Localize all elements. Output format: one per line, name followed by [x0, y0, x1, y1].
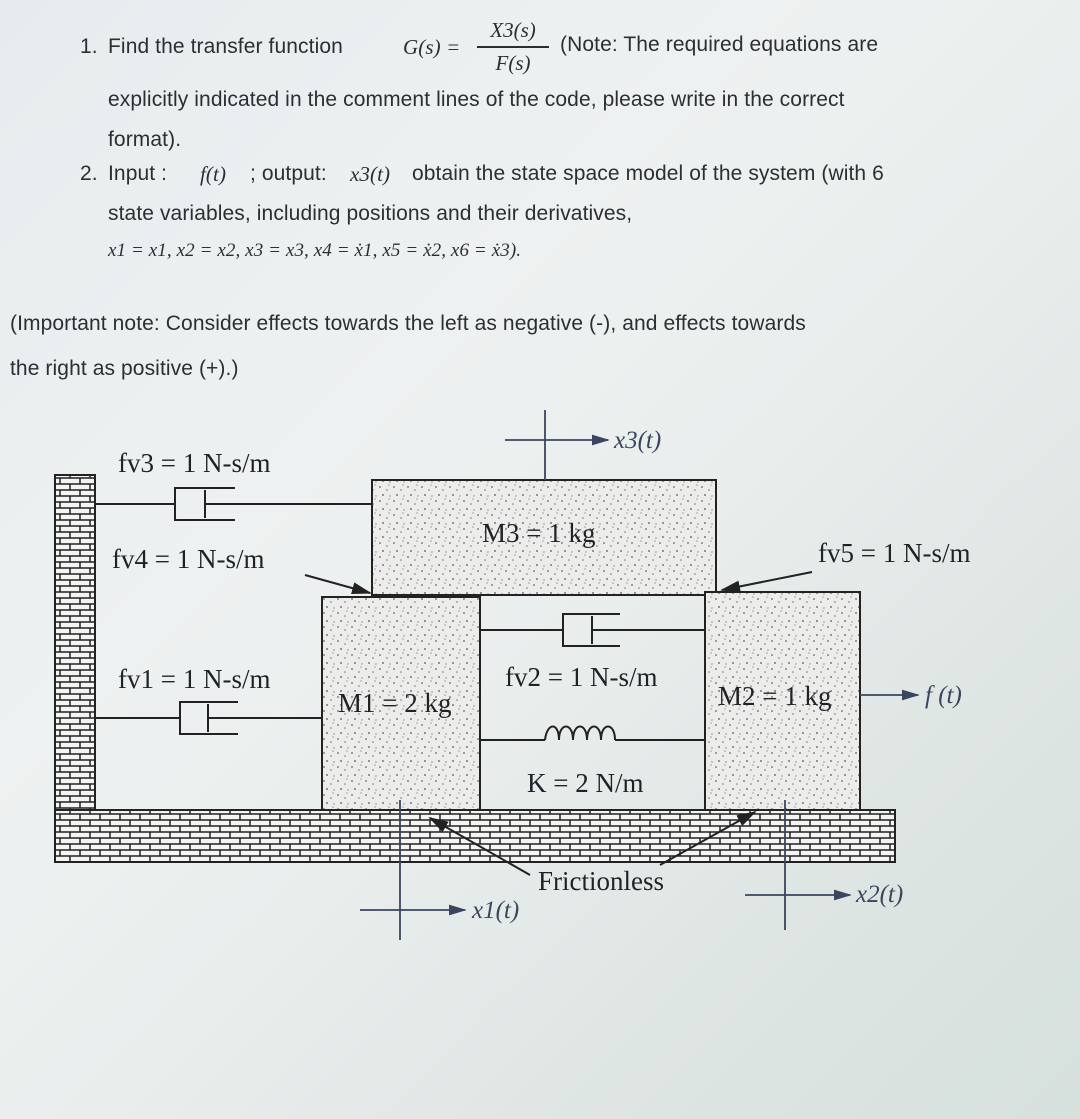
fv5-label: fv5 = 1 N-s/m — [818, 538, 971, 568]
fv1-label: fv1 = 1 N-s/m — [118, 664, 271, 694]
damper-fv2 — [480, 614, 705, 646]
q2-state-vars: x1 = x1, x2 = x2, x3 = x3, x4 = ẋ1, x5 = ẋ2, x6 = ẋ3). — [108, 240, 522, 261]
q2-text: obtain the state space model of the system (with 6 — [412, 162, 884, 185]
damper-fv1 — [95, 702, 322, 734]
m3-label: M3 = 1 kg — [482, 518, 596, 548]
q2-number: 2. — [80, 162, 98, 185]
damper-fv3 — [95, 488, 372, 520]
q1-text: Find the transfer function — [108, 35, 343, 58]
left-wall — [55, 475, 95, 855]
fraction-denominator: F(s) — [495, 50, 531, 75]
mechanical-system-diagram — [0, 400, 1080, 1000]
x3-reference — [505, 410, 608, 480]
q1-line2: explicitly indicated in the comment lines of the code, please write in the correct — [108, 88, 845, 111]
fv3-label: fv3 = 1 N-s/m — [118, 448, 271, 478]
fraction-numerator: X3(s) — [490, 18, 536, 42]
q2-input-symbol: f(t) — [200, 162, 227, 186]
fv4-label: fv4 = 1 N-s/m — [112, 544, 265, 574]
k-label: K = 2 N/m — [527, 768, 644, 798]
floor — [55, 810, 895, 862]
frictionless-label: Frictionless — [538, 866, 664, 896]
q1-line3: format). — [108, 128, 182, 151]
m2-label: M2 = 1 kg — [718, 681, 832, 711]
q2-output-symbol: x3(t) — [350, 162, 391, 186]
q1-note: (Note: The required equations are — [560, 33, 879, 56]
q2-output-label: ; output: — [250, 162, 327, 185]
m1-label: M1 = 2 kg — [338, 688, 452, 718]
q2-line2: state variables, including positions and their derivatives, — [108, 202, 633, 225]
important-note-line1: (Important note: Consider effects towards the left as negative (-), and effects towards — [10, 312, 806, 335]
spring-k — [480, 727, 705, 741]
fv2-label: fv2 = 1 N-s/m — [505, 662, 658, 692]
fraction-bar — [477, 46, 549, 48]
fv4-leader — [305, 575, 370, 593]
q1-gs: G(s) = — [403, 35, 461, 59]
x2-label: x2(t) — [856, 881, 904, 908]
x1-label: x1(t) — [472, 897, 520, 924]
important-note-line2: the right as positive (+).) — [10, 357, 239, 380]
fv5-leader — [722, 572, 812, 590]
transfer-fraction — [473, 18, 553, 76]
force-label: f (t) — [925, 682, 962, 709]
q2-input-label: Input : — [108, 162, 168, 185]
q1-number: 1. — [80, 35, 98, 58]
x3-label: x3(t) — [614, 427, 662, 454]
